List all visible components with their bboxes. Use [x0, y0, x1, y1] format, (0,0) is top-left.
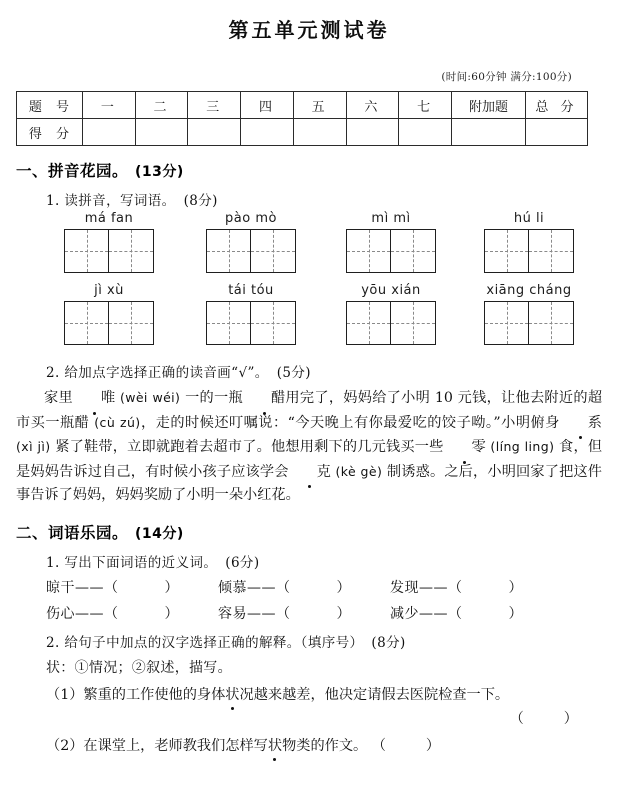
explanation-item-2	[46, 735, 602, 757]
pinyin-label: tái tóu	[228, 283, 274, 298]
q2-text: 2. 给加点字选择正确的读音画“√”。	[46, 365, 269, 381]
pinyin-choice[interactable]: (xì jì)	[16, 439, 51, 454]
tianzige-cell[interactable]	[529, 302, 573, 344]
synonym-item[interactable]	[218, 577, 390, 597]
col-head-bonus: 附加题	[452, 92, 526, 119]
character-definition: 状：①情况；②叙述，描写。	[46, 659, 232, 676]
col-head-1: 一	[83, 92, 136, 119]
score-cell-bonus[interactable]	[452, 119, 526, 146]
dotted-character[interactable]: 零	[444, 436, 486, 460]
dotted-character[interactable]: 克	[289, 461, 331, 485]
synonym-close-paren: ）	[336, 579, 351, 596]
paragraph-text: 一的一瓶	[180, 390, 243, 406]
col-head-4: 四	[241, 92, 294, 119]
synonym-prompt: 容易——（	[218, 605, 291, 622]
synonym-row-2	[46, 603, 602, 623]
synonym-prompt: 倾慕——（	[218, 579, 291, 596]
q1-points: (8分)	[183, 193, 218, 209]
s2q2-text: 2. 给句子中加点的汉字选择正确的解释。	[46, 634, 301, 651]
section-heading-one	[16, 159, 602, 181]
synonym-item[interactable]	[218, 603, 390, 623]
synonym-prompt: 发现——（	[390, 579, 463, 596]
section-heading-two	[16, 521, 602, 543]
page-title: 第五单元测试卷	[228, 18, 390, 42]
tianzige-writing-box[interactable]	[346, 229, 436, 273]
paragraph-text: 用完了，妈妈给了小明 10 元钱，让他去附近的超市买一瓶醋	[16, 390, 603, 431]
col-head-6: 六	[346, 92, 399, 119]
pinyin-label: má fan	[84, 211, 134, 226]
tianzige-writing-box[interactable]	[64, 229, 154, 273]
answer-open-paren: （	[367, 737, 386, 754]
pinyin-label: yōu xián	[361, 283, 421, 298]
pinyin-word-6	[206, 281, 296, 345]
tianzige-cell[interactable]	[391, 230, 435, 272]
tianzige-cell[interactable]	[109, 230, 153, 272]
pinyin-label: hú li	[513, 211, 545, 226]
q2-points: (5分)	[276, 365, 311, 381]
synonym-close-paren: ）	[336, 605, 351, 622]
table-row-scores	[17, 119, 588, 146]
q1-text: 1. 读拼音，写词语。	[46, 193, 176, 209]
pinyin-label: mì mì	[371, 211, 411, 226]
col-head-3: 三	[188, 92, 241, 119]
answer-open-paren: （	[509, 710, 524, 727]
answer-close-paren: ）	[563, 710, 578, 727]
table-row-question-numbers	[17, 92, 588, 119]
section-one-points: (13分)	[135, 164, 184, 180]
col-head-5: 五	[293, 92, 346, 119]
score-cell-7[interactable]	[399, 119, 452, 146]
sentence-text: 物类的作文。	[282, 737, 368, 754]
score-cell-total[interactable]	[526, 119, 588, 146]
dotted-character[interactable]: 醋	[243, 387, 285, 411]
pinyin-word-8	[484, 281, 574, 345]
tianzige-cell[interactable]	[485, 230, 529, 272]
s2q2-points: (8分)	[371, 634, 406, 651]
score-cell-3[interactable]	[188, 119, 241, 146]
pinyin-label: xiāng cháng	[486, 283, 572, 298]
tianzige-cell[interactable]	[529, 230, 573, 272]
pinyin-grid-row-2	[46, 281, 602, 353]
reading-paragraph[interactable]	[16, 386, 602, 508]
sentence-text: 在课堂上，老师教我们怎样写	[83, 737, 268, 754]
tianzige-writing-box[interactable]	[484, 229, 574, 273]
section-two-points: (14分)	[135, 525, 184, 542]
paragraph-text: ，走的时候还叮嘱说：“今天晚上有你最爱吃的饺子呦。”小明俯身	[140, 414, 560, 431]
score-cell-2[interactable]	[135, 119, 188, 146]
pinyin-word-3	[346, 209, 436, 273]
section-one-q1-label	[46, 189, 602, 209]
pinyin-word-4	[484, 209, 574, 273]
tianzige-writing-box[interactable]	[484, 301, 574, 345]
dotted-character[interactable]: 状	[268, 735, 282, 757]
tianzige-cell[interactable]	[65, 302, 109, 344]
synonym-item[interactable]	[46, 577, 218, 597]
synonym-close-paren: ）	[164, 605, 179, 622]
pinyin-label: pào mò	[225, 211, 277, 226]
section-two-title: 二、词语乐园。	[16, 523, 129, 542]
section-one-q2-label	[46, 361, 602, 381]
pinyin-word-2	[206, 209, 296, 273]
tianzige-cell[interactable]	[347, 302, 391, 344]
tianzige-writing-box[interactable]	[206, 229, 296, 273]
score-table	[16, 91, 588, 146]
tianzige-writing-box[interactable]	[64, 301, 154, 345]
pinyin-grid-row-1	[46, 209, 602, 281]
tianzige-cell[interactable]	[485, 302, 529, 344]
col-head-7: 七	[399, 92, 452, 119]
explanation-item-1	[46, 684, 602, 706]
dotted-character[interactable]: 状	[225, 684, 239, 706]
pinyin-label: jì xù	[94, 283, 124, 298]
section-one-title: 一、拼音花园。	[16, 162, 129, 180]
explanation-item-1-answer[interactable]	[16, 708, 602, 728]
synonym-item[interactable]	[390, 603, 562, 623]
pinyin-choice[interactable]: (wèi wéi)	[119, 390, 181, 405]
pinyin-word-7	[346, 281, 436, 345]
tianzige-cell[interactable]	[347, 230, 391, 272]
synonym-row-1	[46, 577, 602, 597]
paragraph-text: 制诱惑。之后，小明回家了把这件事告诉了妈妈，妈妈奖励了小明一朵小红花。	[16, 463, 602, 503]
synonym-close-paren: ）	[508, 605, 523, 622]
pinyin-choice[interactable]: (cù zú)	[94, 414, 141, 430]
tianzige-cell[interactable]	[207, 302, 251, 344]
pinyin-word-5	[64, 281, 154, 345]
tianzige-cell[interactable]	[251, 230, 295, 272]
dotted-character[interactable]: 唯	[73, 387, 115, 411]
s2q1-text: 1. 写出下面词语的近义词。	[46, 554, 218, 571]
dotted-character[interactable]: 系	[560, 412, 602, 436]
paragraph-text: 食，但是妈妈告诉过自己，有时候小孩子应该学会	[16, 439, 603, 480]
section-two-q1-label	[46, 551, 602, 571]
answer-close-paren: ）	[425, 737, 441, 754]
tianzige-writing-box[interactable]	[346, 301, 436, 345]
synonym-prompt: 减少——（	[390, 605, 463, 622]
exam-meta: (时间:60分钟 满分:100分)	[441, 71, 572, 83]
s2q1-points: (6分)	[225, 554, 260, 571]
col-head-2: 二	[135, 92, 188, 119]
synonym-prompt: 晾干——（	[46, 579, 119, 596]
row-label-score: 得 分	[17, 119, 83, 146]
tianzige-cell[interactable]	[207, 230, 251, 272]
row-label-question-number: 题 号	[17, 92, 83, 119]
synonym-close-paren: ）	[508, 579, 523, 596]
score-cell-1[interactable]	[83, 119, 136, 146]
score-cell-4[interactable]	[241, 119, 294, 146]
paragraph-text: 紧了鞋带，立即就跑着去超市了。他想用剩下的几元钱买一些	[50, 439, 444, 455]
tianzige-cell[interactable]	[109, 302, 153, 344]
section-two-q2-label	[46, 631, 602, 651]
synonym-prompt: 伤心——（	[46, 605, 119, 622]
tianzige-cell[interactable]	[251, 302, 295, 344]
synonym-item[interactable]	[46, 603, 218, 623]
item-number: （1）	[46, 686, 84, 703]
s2q2-note: （填序号）	[300, 634, 364, 651]
score-cell-5[interactable]	[293, 119, 346, 146]
sentence-text: 繁重的工作使他的身体	[83, 686, 226, 703]
pinyin-choice[interactable]: (líng ling)	[490, 439, 555, 454]
item-number: （2）	[46, 737, 84, 754]
col-head-total: 总 分	[526, 92, 588, 119]
synonym-item[interactable]	[390, 577, 562, 597]
sentence-text: 况越来越差，他决定请假去医院检查一下。	[239, 686, 510, 703]
pinyin-choice[interactable]: (kè gè)	[335, 463, 383, 479]
pinyin-word-1	[64, 209, 154, 273]
tianzige-cell[interactable]	[65, 230, 109, 272]
paragraph-text: 家里	[44, 390, 73, 406]
synonym-close-paren: ）	[164, 579, 179, 596]
score-cell-6[interactable]	[346, 119, 399, 146]
tianzige-writing-box[interactable]	[206, 301, 296, 345]
tianzige-cell[interactable]	[391, 302, 435, 344]
